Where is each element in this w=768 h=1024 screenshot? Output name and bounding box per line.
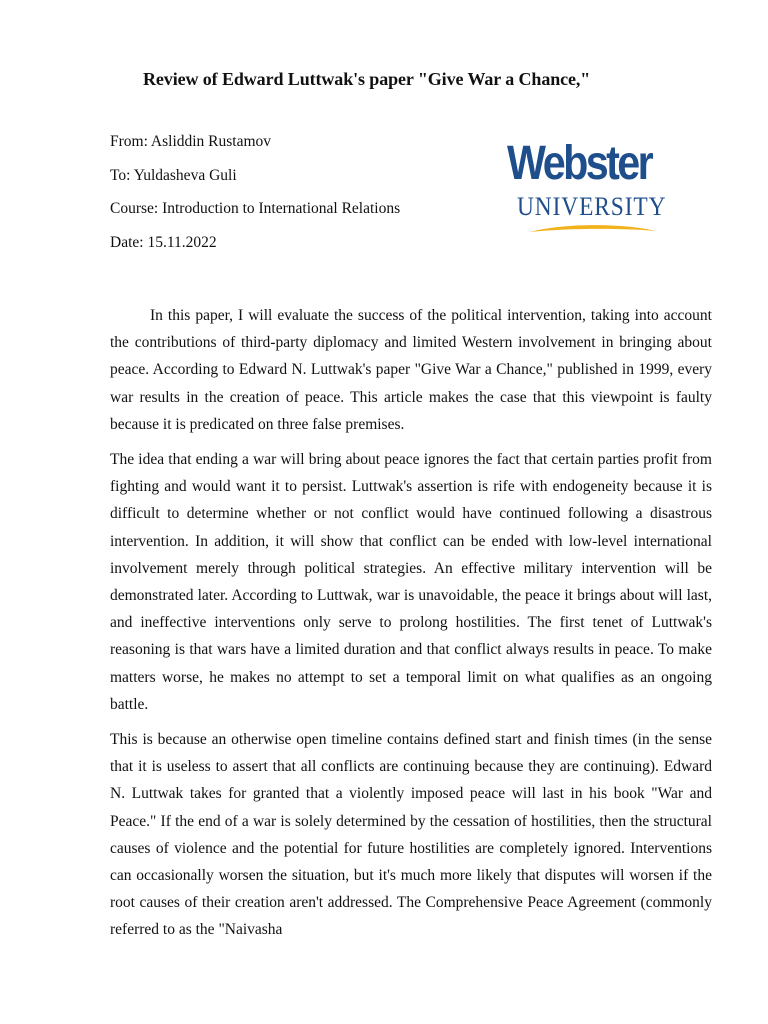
meta-date: Date: 15.11.2022 <box>110 233 217 251</box>
document-meta <box>110 131 400 265</box>
paragraph: The idea that ending a war will bring about peace ignores the fact that certain parties profit from fighting and would want it to persist. Luttwak's assertion is rife with endogeneity because it is difficult to determine whether or not conflict would have continued following a disastrous intervention. In addition, it will show that conflict can be ended with low-level international involvement merely through political strategies. An effective military intervention will be demonstrated later. According to Luttwak, war is unavoidable, the peace it brings about will last, and ineffective interventions only serve to prolong hostilities. The first tenet of Luttwak's reasoning is that wars have a limited duration and that conflict always results in peace. To make matters worse, he makes no attempt to set a temporal limit on what qualifies as an ongoing battle. <box>110 451 712 713</box>
webster-university-logo <box>506 137 676 240</box>
paragraph: This is because an otherwise open timeline contains defined start and finish times (in the sense that it is useless to assert that all conflicts are continuing because they are continuing). Edward N. Luttwak takes for granted that a violently imposed peace will last in his book "War and Peace." If the end of a war is solely determined by the cessation of hostilities, then the structural causes of violence and the potential for future hostilities are completely ignored. Interventions can occasionally worsen the situation, but it's much more likely that disputes will worsen if the root causes of their creation aren't addressed. The Comprehensive Peace Agreement (commonly referred to as the "Naivasha <box>110 731 712 939</box>
swoosh-shape <box>530 225 656 232</box>
logo-swoosh-icon <box>528 222 658 236</box>
meta-to: To: Yuldasheva Guli <box>110 166 237 184</box>
logo-wordmark: Webster <box>507 137 652 190</box>
meta-from: From: Asliddin Rustamov <box>110 133 272 150</box>
meta-course: Course: Introduction to International Relations <box>110 200 401 217</box>
document-title: Review of Edward Luttwak's paper "Give War a Chance," <box>143 69 591 89</box>
logo-subtitle: UNIVERSITY <box>517 192 667 221</box>
paragraph: In this paper, I will evaluate the success of the political intervention, taking into account the contributions of third-party diplomacy and limited Western involvement in bringing about peace. According to Edward N. Luttwak's paper "Give War a Chance," published in 1999, every war results in the creation of peace. This article makes the case that this viewpoint is faulty because it is predicated on three false premises. <box>110 307 712 433</box>
document-body <box>110 302 712 952</box>
